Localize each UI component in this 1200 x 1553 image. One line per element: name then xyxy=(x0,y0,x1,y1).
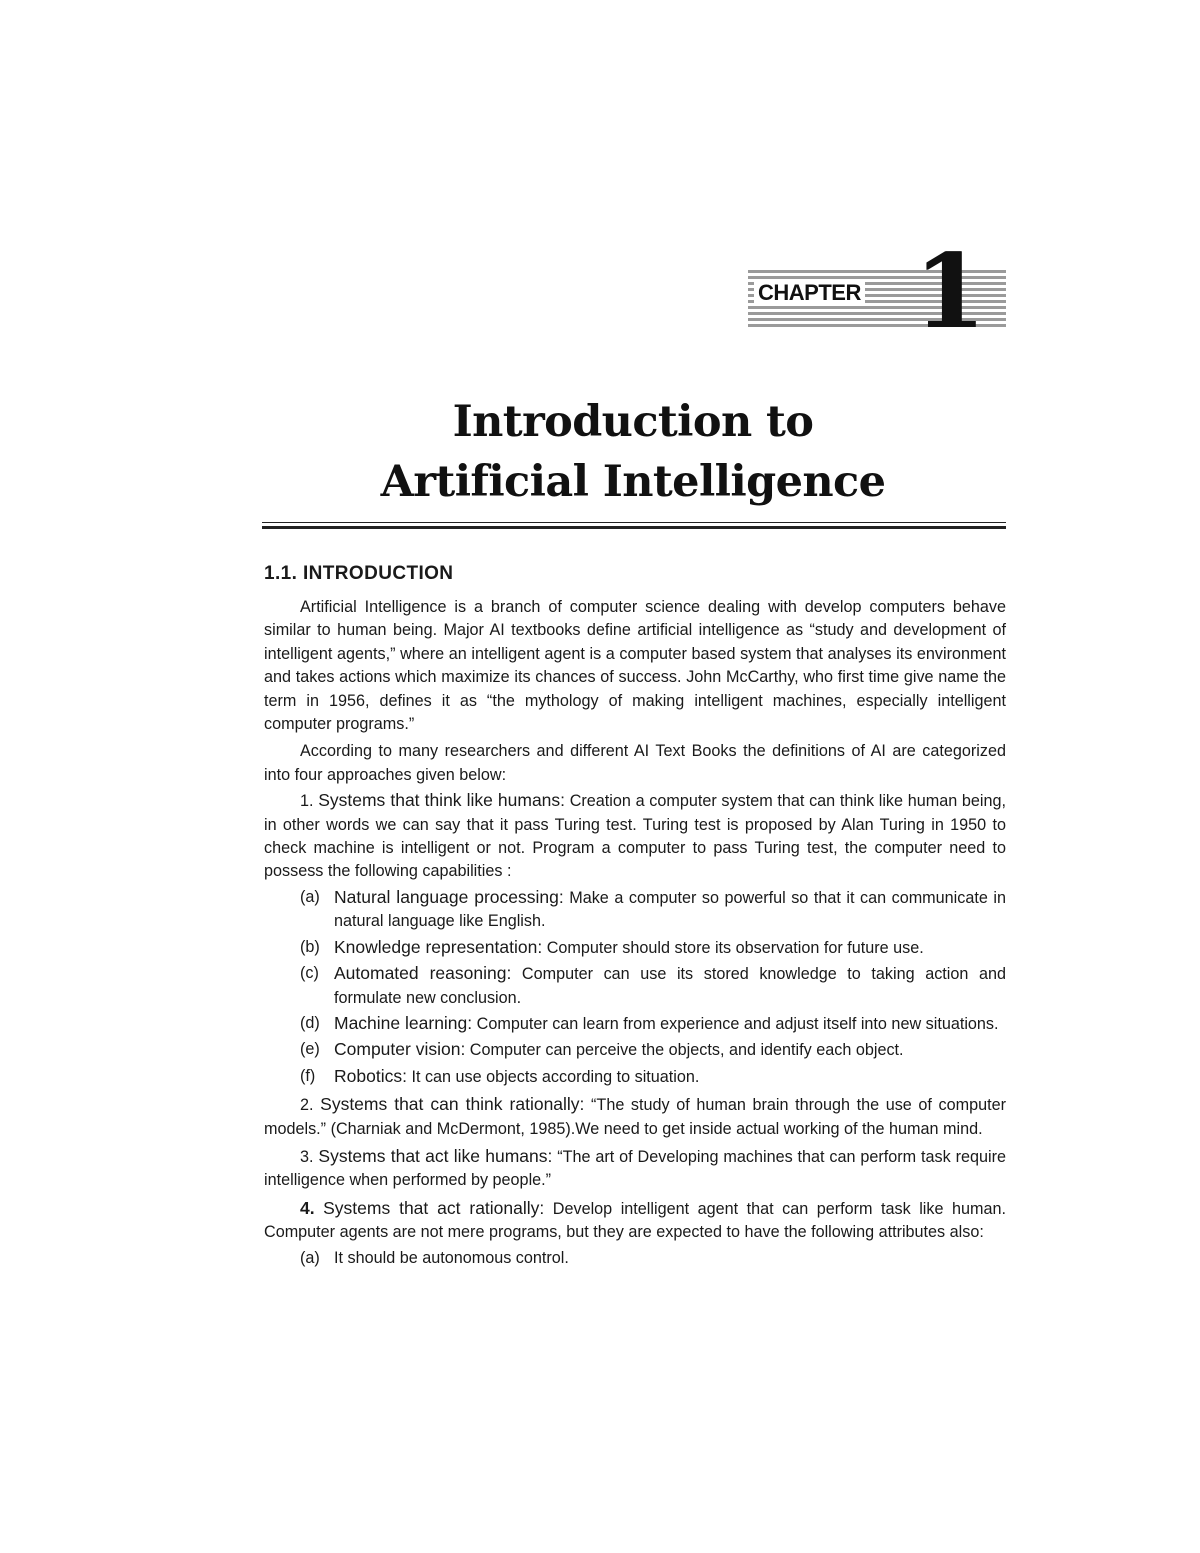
approach-1-paragraph xyxy=(264,789,1006,884)
approach-4-number: 4. xyxy=(300,1197,315,1218)
list-item xyxy=(264,936,1006,960)
title-divider-thin-line xyxy=(262,522,1006,523)
list-item-marker: (c) xyxy=(300,964,319,983)
list-item-term: Natural language processing: xyxy=(334,886,564,907)
list-item xyxy=(264,962,1006,1010)
list-item-marker: (f) xyxy=(300,1066,316,1085)
list-item-text xyxy=(334,1038,1006,1062)
chapter-number: 1 xyxy=(914,232,985,352)
list-item xyxy=(264,1247,1006,1270)
approach-3-number: 3. xyxy=(300,1147,314,1166)
chapter-title-line-1: Introduction to xyxy=(452,397,814,447)
list-item-text xyxy=(334,936,1006,960)
approach-1-text: Creation a computer system that can think like human being, in other words we can say that it pass Turing test. Turing test is proposed by Alan Turing in 1950 to check machine is intelligent or not. Program a computer to pass Turing test, the computer need to possess the following capabilities : xyxy=(264,792,1006,881)
list-item-term: Knowledge representation: xyxy=(334,936,543,957)
approach-3-term: Systems that act like humans: xyxy=(318,1145,553,1166)
approach-2-text: “The study of human brain through the use of computer models.” (Charniak and McDermont, 1985).We need to get inside actual working of the human mind. xyxy=(264,1096,1007,1138)
approach-2-term: Systems that can think rationally: xyxy=(320,1094,585,1115)
list-item-marker: (e) xyxy=(300,1040,320,1059)
approach-2-paragraph xyxy=(264,1093,1006,1141)
chapter-body xyxy=(264,560,1006,1272)
list-item-description: It should be autonomous control. xyxy=(334,1248,569,1267)
intro-paragraph: Artificial Intelligence is a branch of computer science dealing with develop computers behave similar to human being. Major AI textbooks define artificial intelligence as “study and development of intelligent agents,” where an intelligent agent is a computer based system that analyses its environment and takes actions which maximize its chances of success. John McCarthy, who first time give name the term in 1956, defines it as “the mythology of making intelligent machines, especially intelligent computer programs.” xyxy=(264,598,1006,734)
list-item-description: Computer can use its stored knowledge to taking action and formulate new conclusion. xyxy=(334,965,1006,1007)
list-item-marker: (a) xyxy=(300,1248,320,1267)
approach-1-term: Systems that think like humans: xyxy=(318,790,566,811)
list-item-term: Automated reasoning: xyxy=(334,963,512,984)
list-item-term: Machine learning: xyxy=(334,1012,473,1033)
list-item-description: Make a computer so powerful so that it can communicate in natural language like English. xyxy=(334,888,1006,931)
approach-1-number: 1. xyxy=(300,792,314,811)
section-heading: 1.1. INTRODUCTION xyxy=(264,563,454,584)
list-item-description: Computer should store its observation for future use. xyxy=(542,938,924,957)
title-divider-thick-line xyxy=(262,526,1006,529)
list-item xyxy=(264,1065,1006,1089)
list-item-description: It can use objects according to situation. xyxy=(406,1067,700,1086)
approach-3-text: “The art of Developing machines that can perform task require intelligence when performed by people.” xyxy=(264,1147,1006,1190)
list-item-term: Robotics: xyxy=(334,1065,407,1086)
list-item xyxy=(264,1038,1006,1062)
list-item xyxy=(264,886,1006,934)
chapter-badge xyxy=(748,232,1006,352)
list-item-text xyxy=(334,962,1006,1010)
list-item-marker: (b) xyxy=(300,937,320,956)
chapter-title xyxy=(250,392,1016,512)
list-item xyxy=(264,1012,1006,1036)
chapter-label: CHAPTER xyxy=(754,280,865,306)
chapter-title-line-2: Artificial Intelligence xyxy=(380,457,886,507)
list-item-text xyxy=(334,886,1006,934)
list-item-marker: (a) xyxy=(300,887,320,906)
list-item-description: Computer can learn from experience and adjust itself into new situations. xyxy=(472,1014,999,1033)
title-divider xyxy=(262,522,1006,532)
list-item-text xyxy=(334,1012,1006,1036)
approaches-paragraph: According to many researchers and different AI Text Books the definitions of AI are categorized into four approaches given below: xyxy=(264,742,1006,784)
capabilities-list xyxy=(264,886,1006,1089)
attributes-list xyxy=(264,1247,1006,1270)
approach-2-number: 2. xyxy=(300,1096,314,1115)
list-item-text xyxy=(334,1065,1006,1089)
list-item-marker: (d) xyxy=(300,1013,320,1032)
approach-3-paragraph xyxy=(264,1145,1006,1193)
approach-4-paragraph xyxy=(264,1197,1006,1245)
approach-4-term: Systems that act rationally: xyxy=(323,1197,545,1218)
list-item-description: Computer can perceive the objects, and identify each object. xyxy=(465,1041,904,1060)
list-item-term: Computer vision: xyxy=(334,1039,466,1060)
approach-4-text: Develop intelligent agent that can perform task like human. Computer agents are not mere programs, but they are expected to have the following attributes also: xyxy=(264,1199,1006,1242)
